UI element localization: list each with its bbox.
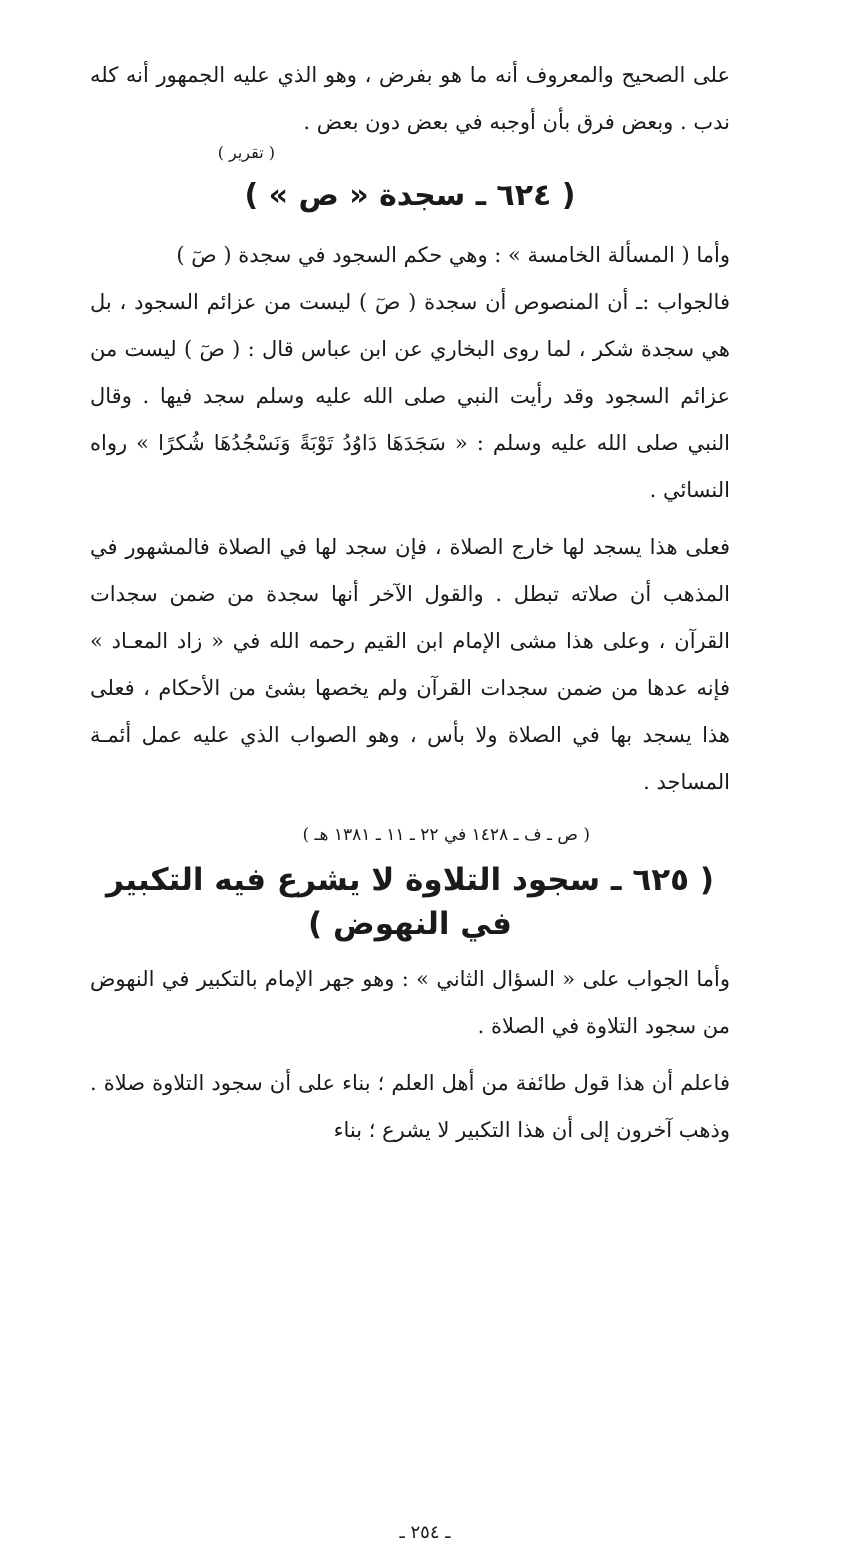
- source-reference-624: ( ص ـ ف ـ ١٤٢٨ في ٢٢ ـ ١١ ـ ١٣٨١ هـ ): [302, 825, 590, 845]
- page-body: [90, 52, 730, 1154]
- heading-624: ( ٦٢٤ ـ سجدة « ص » ): [244, 178, 576, 213]
- paragraph-625-question: وأما الجواب على « السؤال الثاني » : وهو جهر الإمام بالتكبير في النهوض من سجود التلاوة في الصلاة .: [90, 967, 730, 1038]
- paragraph-625-answer: فاعلم أن هذا قول طائفة من أهل العلم ؛ بناء على أن سجود التلاوة صلاة . وذهب آخرون إلى أن هذا التكبير لا يشرع ؛ بناء: [90, 1071, 730, 1142]
- top-paragraph: على الصحيح والمعروف أنه ما هو بفرض ، وهو الذي عليه الجمهور أنه كله ندب . وبعض فرق بأن أوجبه في بعض دون بعض .: [90, 63, 730, 134]
- paragraph-624-question: وأما ( المسألة الخامسة » : وهي حكم السجود في سجدة ( صٓ ): [176, 243, 730, 267]
- top-reference: ( تقرير ): [217, 143, 275, 162]
- paragraph-624-ruling: فعلى هذا يسجد لها خارج الصلاة ، فإن سجد لها في الصلاة فالمشهور في المذهب أن صلاته تبطل . والقول الآخر أنها سجدة من ضمن سجدات القرآن ، وعلى هذا مشى الإمام ابن القيم رحمه الله في « زاد المعـاد » فإنه عدها من ضمن سجدات القرآن ولم يخصها بشئ من الأحكام ، فعلى هذا يسجد بها في الصلاة ولا بأس ، وهو الصواب الذي عليه عمل أئمـة المساجد .: [90, 535, 730, 794]
- page-number: ـ ٢٥٤ ـ: [399, 1522, 451, 1543]
- paragraph-624-answer: فالجواب :ـ أن المنصوص أن سجدة ( صٓ ) ليست من عزائم السجود ، بل هي سجدة شكر ، لما روى البخاري عن ابن عباس قال : ( صٓ ) ليست من عزائم السجود وقد رأيت النبي صلى الله عليه وسلم سجد فيها . وقال النبي صلى الله عليه وسلم : « سَجَدَهَا دَاوُدُ تَوْبَةً وَنَسْجُدُهَا شُكرًا » رواه النسائي .: [90, 290, 730, 502]
- heading-625: ( ٦٢٥ ـ سجود التلاوة لا يشرع فيه التكبير في النهوض ): [105, 862, 715, 942]
